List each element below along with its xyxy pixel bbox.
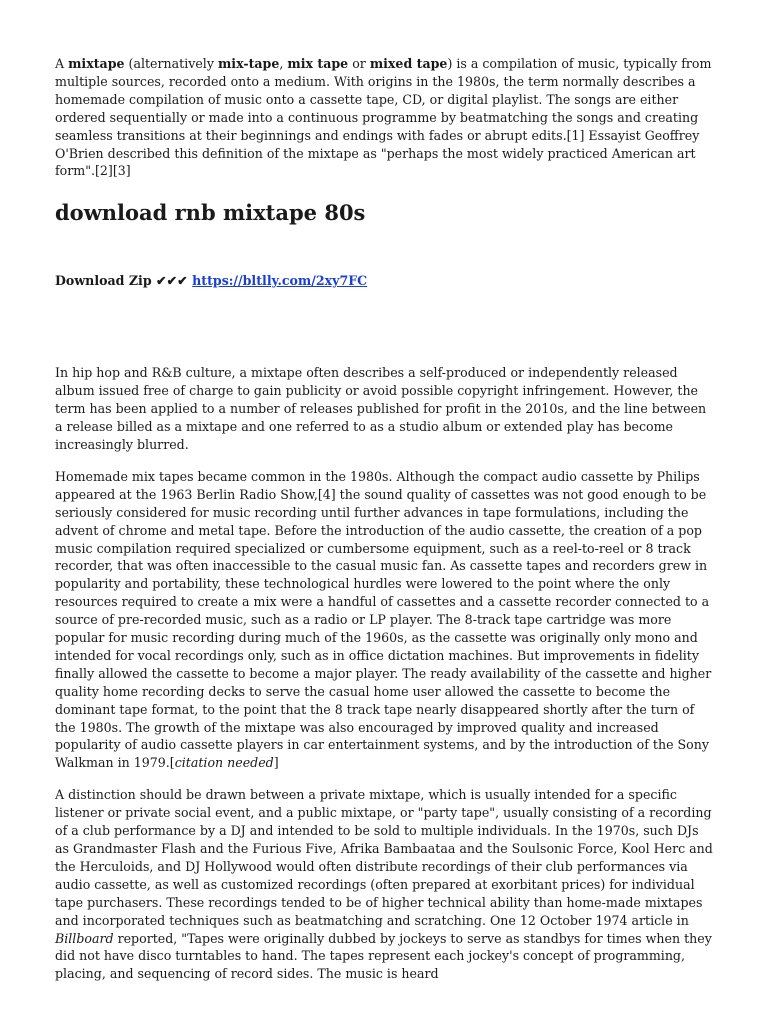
intro-lead: A: [55, 56, 69, 71]
download-line: [55, 272, 715, 290]
publication-billboard: Billboard: [55, 930, 114, 946]
term-mixed-tape: mixed tape: [369, 56, 448, 71]
page-title: download rnb mixtape 80s: [55, 200, 366, 226]
term-mix-tape: mix tape: [287, 56, 349, 71]
citation-needed: citation needed: [174, 755, 274, 771]
paragraph-hiphop: In hip hop and R&B culture, a mixtape often describes a self-produced or independently released album issued free of charge to gain publicity or avoid possible copyright infringement. However, the term has been applied to a number of releases published for profit in the 2010s, and the line between a release billed as a mixtape and one referred to as a studio album or extended play has become increasingly blurred.: [55, 365, 707, 452]
paragraph-homemade-text: Homemade mix tapes became common in the 1980s. Although the compact audio cassette by Philips appeared at the 1963 Berlin Radio Show,[4] the sound quality of cassettes was not good enough to be seriously considered for music recording until further advances in tape formulations, including the advent of chrome and metal tape. Before the introduction of the audio cassette, the creation of a pop music compilation required specialized or cumbersome equipment, such as a reel-to-reel or 8 track recorder, that was often inaccessible to the casual music fan. As cassette tapes and recorders grew in popularity and portability, these technological hurdles were lowered to the point where the only resources required to create a mix were a handful of cassettes and a cassette recorder connected to a source of pre-recorded music, such as a radio or LP player. The 8-track tape cartridge was more popular for music recording during much of the 1960s, as the cassette was originally only mono and intended for vocal recordings only, such as in office dictation machines. But improvements in fidelity finally allowed the cassette to become a major player. The ready availability of the cassette and higher quality home recording decks to serve the casual home user allowed the cassette to become the dominant tape format, to the point that the 8 track tape nearly disappeared shortly after the turn of the 1980s. The growth of the mixtape was also encouraged by improved quality and increased popularity of audio cassette players in car entertainment systems, and by the introduction of the Sony Walkman in 1979.[: [55, 468, 712, 771]
paragraph-distinction-rest: reported, "Tapes were originally dubbed by jockeys to serve as standbys for times when they did not have disco turntables to hand. The tapes represent each jockey's concept of programming, placing, and sequencing of record sides. The music is heard: [55, 930, 712, 982]
term-mixtape: mixtape: [68, 56, 125, 71]
paragraph-homemade: [55, 468, 715, 772]
term-mix-tape-hyphen: mix-tape: [217, 56, 280, 71]
intro-separator-comma: ,: [279, 56, 288, 71]
intro-lead-b: (alternatively: [124, 56, 218, 71]
paragraph-distinction-text: A distinction should be drawn between a private mixtape, which is usually intended for a specific listener or private social event, and a public mixtape, or "party tape", usually consisting of a recording of a club performance by a DJ and intended to be sold to multiple individuals. In the 1970s, such DJs as Grandmaster Flash and the Furious Five, Afrika Bambaataa and the Soulsonic Force, Kool Herc and the Herculoids, and DJ Hollywood would often distribute recordings of their club performances via audio cassette, as well as customized recordings (often prepared at exorbitant prices) for individual tape purchasers. These recordings tended to be of higher technical ability than home-made mixtapes and incorporated techniques such as beatmatching and scratching. One 12 October 1974 article in: [55, 787, 713, 928]
citation-close: ]: [273, 755, 279, 771]
intro-paragraph: [55, 55, 715, 180]
paragraph-distinction: [55, 786, 715, 983]
intro-rest: ) is a compilation of music, typically from multiple sources, recorded onto a medium. With origins in the 1980s, the term normally describes a homemade compilation of music onto a cassette tape, CD, or digital playlist. The songs are either ordered sequentially or made into a continuous programme by beatmatching the songs and creating seamless transitions at their beginnings and endings with fades or abrupt edits.[1] Essayist Geoffrey O'Brien described this definition of the mixtape as "perhaps the most widely practiced American art form".[2][3]: [55, 56, 712, 179]
download-arrows-icon: ✔✔✔: [156, 273, 188, 289]
download-link[interactable]: https://bltlly.com/2xy7FC: [192, 273, 368, 289]
intro-separator-or: or: [348, 56, 370, 71]
download-label: Download Zip: [55, 273, 157, 289]
